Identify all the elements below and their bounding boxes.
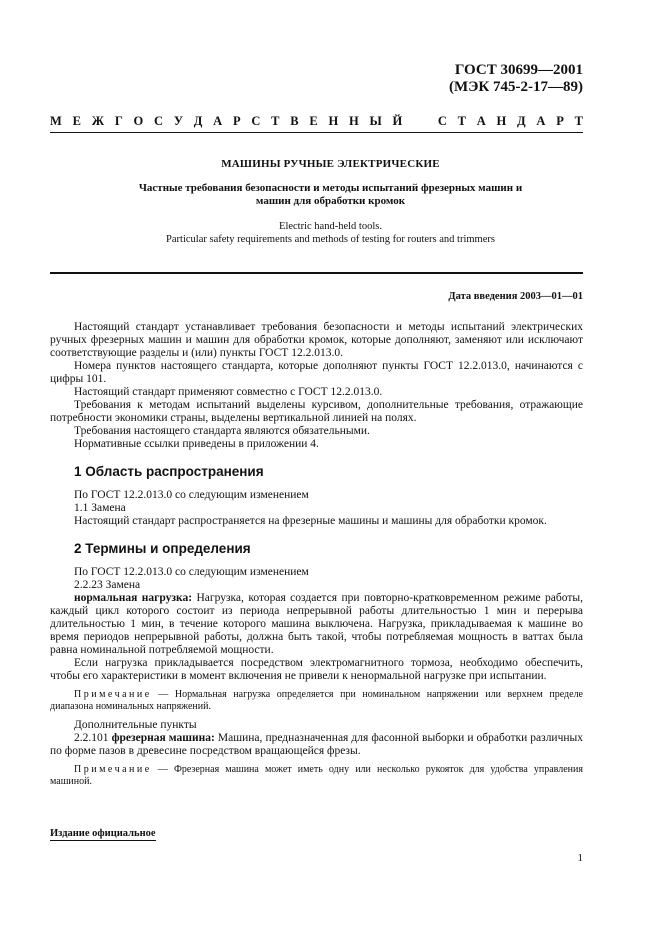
introduction-date: Дата введения 2003—01—01 [448, 291, 583, 302]
banner-letter: Р [232, 114, 241, 128]
english-title-line-1: Electric hand-held tools. [279, 221, 382, 232]
intro-paragraph: Настоящий стандарт применяют совместно с ГОСТ 12.2.013.0. [74, 386, 383, 398]
banner-letter: Й [392, 114, 403, 128]
banner-letter: А [536, 114, 546, 128]
intro-paragraph: Требования настоящего стандарта являются обязательными. [74, 425, 370, 437]
intro-paragraph: Нормативные ссылки приведены в приложении 4. [74, 438, 319, 450]
document-body [50, 321, 583, 794]
interstate-standard-banner [50, 114, 583, 129]
note-1 [50, 689, 583, 713]
term-router: фрезерная машина: [111, 732, 215, 744]
note-2 [50, 764, 583, 788]
definition-normal-load [50, 592, 583, 657]
banner-letter: Т [457, 114, 466, 128]
banner-letter: С [154, 114, 164, 128]
official-edition-label: Издание официальное [50, 828, 156, 839]
banner-gap [413, 114, 427, 129]
intro-paragraph: Настоящий стандарт устанавливает требования безопасности и методы испытаний электрических ручных фрезерных машин и машин для обработки кромок, которые дополняют, заменяют или исключают соответствующие разделы и (или) пункты ГОСТ 12.2.013.0. [50, 321, 583, 359]
english-title-line-2: Particular safety requirements and methods of testing for routers and trimmers [166, 234, 495, 245]
section-2-heading: 2 Термины и определения [74, 541, 251, 556]
banner-letter: У [173, 114, 184, 128]
banner-letter: Н [349, 114, 359, 128]
banner-letter: В [290, 114, 299, 128]
document-title: МАШИНЫ РУЧНЫЕ ЭЛЕКТРИЧЕСКИЕ [221, 158, 440, 170]
note-label: Примечание [74, 689, 152, 700]
note-text: — Нормальная нагрузка определяется при номинальном напряжении или верхнем пределе диапазона номинальных напряжений. [50, 689, 583, 712]
english-title [0, 220, 661, 246]
term-normal-load: нормальная нагрузка: [74, 592, 193, 604]
banner-letter: Г [114, 114, 123, 128]
banner-letter: Т [574, 114, 583, 128]
subtitle-line-1: Частные требования безопасности и методы испытаний фрезерных машин и [138, 182, 523, 194]
banner-letter: Р [556, 114, 564, 128]
section-1-line: Настоящий стандарт распространяется на фрезерные машины и машины для обработки кромок. [74, 515, 547, 527]
header-rule [50, 132, 583, 133]
document-subtitle [0, 182, 661, 208]
definition-text: Машина, предназначенная для фасонной выборки и обработки различных по форме пазов в древесине посредством вращающейся фрезы. [50, 732, 583, 757]
intro-paragraph: Требования к методам испытаний выделены курсивом, дополнительные требования, отражающие потребности экономики страны, выделены вертикальной линией на полях. [50, 399, 583, 424]
intro-paragraph: Номера пунктов настоящего стандарта, которые дополняют пункты ГОСТ 12.2.013.0, начинаются с цифры 101. [50, 360, 583, 385]
banner-letter: С [251, 114, 261, 128]
iec-number: (МЭК 745-2-17—89) [449, 79, 583, 95]
additional-items: Дополнительные пункты [74, 719, 197, 731]
note-label: Примечание [74, 764, 152, 775]
banner-letter: Н [328, 114, 339, 128]
item-number: 2.2.101 [74, 732, 112, 744]
banner-letter: А [213, 114, 223, 128]
banner-letter: С [437, 114, 447, 128]
gost-number: ГОСТ 30699—2001 [454, 62, 583, 78]
banner-letter: Т [271, 114, 280, 128]
definition-text: Нагрузка, которая создается при повторно-кратковременном режиме работы, каждый цикл которого состоит из периода непрерывной работы длительностью 1 мин и перерыва длительностью 1 мин, в течение которого машина выключена. Нагрузка, прикладываемая к машине во время периодов непрерывной работы, должна быть такой, чтобы потребляемая мощность в ваттах была равна номинальной потребляемой мощности. [50, 592, 583, 656]
banner-letter: Е [309, 114, 318, 128]
banner-letter: О [133, 114, 144, 128]
banner-letter: Д [193, 114, 203, 128]
section-1-line: По ГОСТ 12.2.013.0 со следующим изменением [74, 489, 309, 501]
section-1-line: 1.1 Замена [74, 502, 126, 514]
banner-letter: А [476, 114, 486, 128]
subtitle-line-2: машин для обработки кромок [255, 195, 406, 207]
gost-code [449, 62, 583, 96]
banner-letter: Н [496, 114, 507, 128]
banner-letter: М [50, 114, 62, 128]
section-2-line: По ГОСТ 12.2.013.0 со следующим изменением [74, 566, 309, 578]
section-2-line: 2.2.23 Замена [74, 579, 141, 591]
brake-paragraph: Если нагрузка прикладывается посредством электромагнитного тормоза, необходимо обеспечить, чтобы его характеристики в момент включения не привели к ненормальной нагрузке при испытании. [50, 657, 583, 682]
title-rule [50, 272, 583, 274]
banner-letter: Е [72, 114, 81, 128]
banner-letter: Ж [91, 114, 105, 128]
page-number: 1 [577, 852, 583, 864]
note-text: — Фрезерная машина может иметь одну или несколько рукояток для удобства управления машиной. [50, 764, 583, 787]
definition-router [50, 732, 583, 758]
section-1-heading: 1 Область распространения [74, 464, 264, 479]
banner-letter: Д [517, 114, 526, 128]
banner-letter: Ы [369, 114, 382, 128]
